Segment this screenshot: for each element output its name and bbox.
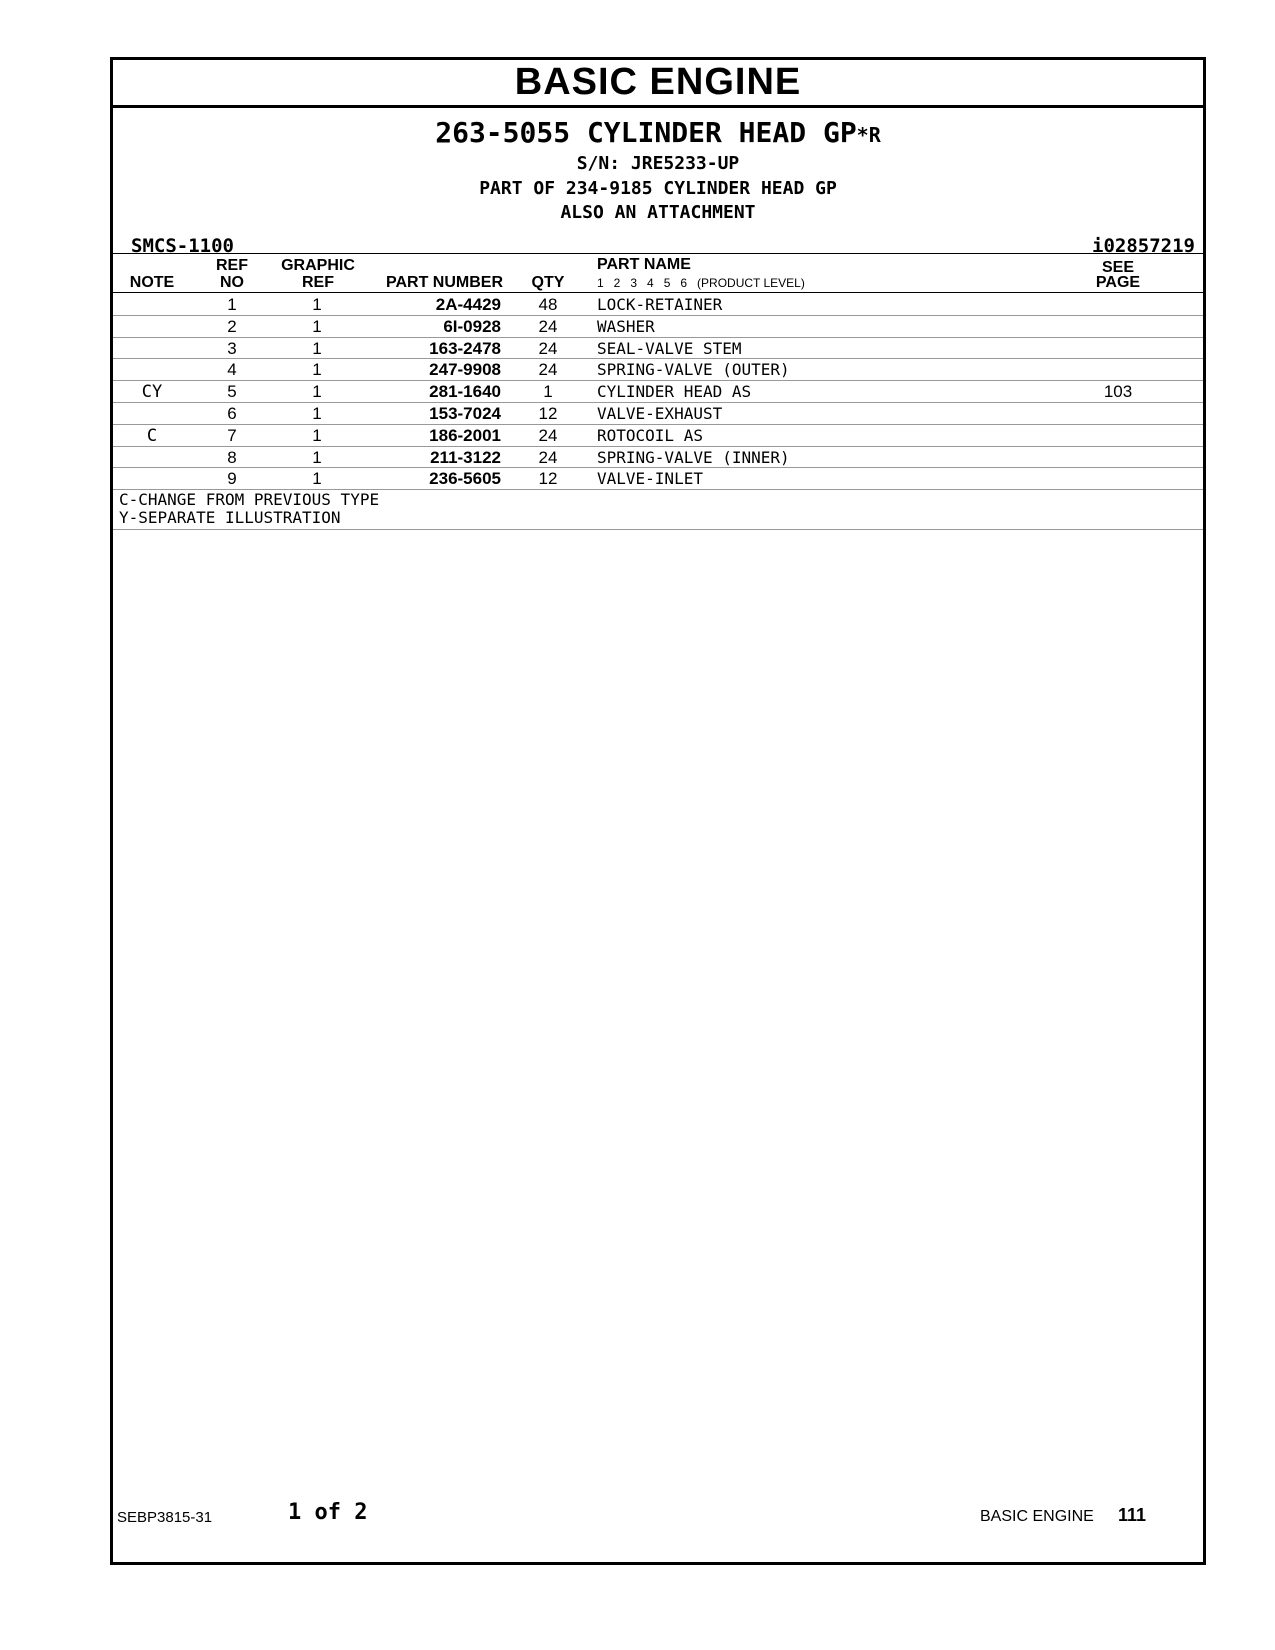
graphic-ref-cell: 1 xyxy=(312,469,322,489)
part-name-cell: VALVE-INLET xyxy=(597,469,703,489)
graphic-ref-cell: 1 xyxy=(312,295,322,314)
col-note: NOTE xyxy=(129,274,175,291)
qty-cell: 48 xyxy=(538,295,558,314)
graphic-ref-cell: 1 xyxy=(312,447,322,467)
part-number-cell: 6I-0928 xyxy=(443,316,501,336)
graphic-ref-cell: 1 xyxy=(312,360,322,380)
col-graphic-ref-1: GRAPHIC xyxy=(281,257,355,274)
group-title xyxy=(113,116,1203,149)
footer-document-number: SEBP3815-31 xyxy=(117,1509,213,1526)
col-see-page-1: SEE xyxy=(1101,259,1134,276)
qty-cell: 24 xyxy=(538,316,558,336)
col-part-name: PART NAME xyxy=(597,256,691,273)
ref-no-cell: 1 xyxy=(227,295,237,314)
part-name-cell: ROTOCOIL AS xyxy=(597,425,703,445)
ref-no-cell: 2 xyxy=(227,316,237,336)
table-row xyxy=(113,447,1203,469)
table-row xyxy=(113,316,1203,338)
group-title-text: 263-5055 CYLINDER HEAD GP xyxy=(435,116,857,149)
col-ref-no-2: NO xyxy=(220,274,244,291)
page-frame xyxy=(110,57,1206,1565)
header-bottom-rule xyxy=(113,292,1203,293)
ref-no-cell: 6 xyxy=(227,404,237,423)
part-number-cell: 153-7024 xyxy=(429,404,501,423)
see-page-cell: 103 xyxy=(1103,382,1133,402)
col-part-number: PART NUMBER xyxy=(385,274,503,291)
part-name-cell: WASHER xyxy=(597,316,655,336)
table-row xyxy=(113,425,1203,447)
note-cell: C xyxy=(146,425,158,446)
part-number-cell: 211-3122 xyxy=(430,447,501,467)
note-cell: CY xyxy=(141,382,163,403)
table-row xyxy=(113,381,1203,403)
qty-cell: 12 xyxy=(538,469,558,489)
qty-cell: 24 xyxy=(538,360,558,380)
graphic-ref-cell: 1 xyxy=(312,425,322,445)
header-top-rule xyxy=(113,253,1203,254)
part-name-cell: SEAL-VALVE STEM xyxy=(597,338,742,358)
col-ref-no-1: REF xyxy=(216,257,248,274)
qty-cell: 1 xyxy=(543,382,553,402)
ref-no-cell: 7 xyxy=(227,425,237,445)
part-number-cell: 247-9908 xyxy=(429,360,501,380)
serial-number: S/N: JRE5233-UP xyxy=(576,153,740,174)
part-name-cell: SPRING-VALVE (OUTER) xyxy=(597,360,790,380)
attachment-note: ALSO AN ATTACHMENT xyxy=(560,202,756,223)
part-number-cell: 2A-4429 xyxy=(435,295,501,314)
graphic-ref-cell: 1 xyxy=(312,404,322,423)
table-row xyxy=(113,338,1203,360)
smcs-code: SMCS-1100 xyxy=(131,235,234,257)
part-number-cell: 236-5605 xyxy=(429,469,501,489)
graphic-ref-cell: 1 xyxy=(312,316,322,336)
ref-no-cell: 9 xyxy=(227,469,237,489)
qty-cell: 24 xyxy=(538,447,558,467)
ref-no-cell: 8 xyxy=(227,447,237,467)
part-number-cell: 281-1640 xyxy=(429,382,501,402)
footer-page-of: 1 of 2 xyxy=(288,1500,368,1525)
part-name-cell: LOCK-RETAINER xyxy=(597,295,723,314)
note-line: C-CHANGE FROM PREVIOUS TYPE xyxy=(119,490,380,510)
col-product-level: 1 2 3 4 5 6 (PRODUCT LEVEL) xyxy=(597,276,805,290)
part-name-cell: SPRING-VALVE (INNER) xyxy=(597,447,790,467)
col-graphic-ref-2: REF xyxy=(302,274,334,291)
notes-bottom-rule xyxy=(113,529,1203,530)
ref-no-cell: 3 xyxy=(227,338,237,358)
col-qty: QTY xyxy=(531,274,565,291)
part-number-cell: 163-2478 xyxy=(429,338,501,358)
document-id: i02857219 xyxy=(1092,235,1195,257)
part-of: PART OF 234-9185 CYLINDER HEAD GP xyxy=(479,178,837,199)
note-line: Y-SEPARATE ILLUSTRATION xyxy=(119,508,341,528)
graphic-ref-cell: 1 xyxy=(312,382,322,402)
graphic-ref-cell: 1 xyxy=(312,338,322,358)
table-row xyxy=(113,468,1203,490)
footer-page-number: 111 xyxy=(1118,1505,1147,1525)
part-name-cell: CYLINDER HEAD AS xyxy=(597,382,752,402)
notes-legend xyxy=(119,491,379,527)
table-row xyxy=(113,294,1203,316)
part-name-cell: VALVE-EXHAUST xyxy=(597,404,723,423)
footer-section: BASIC ENGINE xyxy=(980,1508,1094,1525)
ref-no-cell: 4 xyxy=(227,360,237,380)
qty-cell: 24 xyxy=(538,338,558,358)
group-title-suffix: *R xyxy=(856,123,881,147)
part-number-cell: 186-2001 xyxy=(429,425,501,445)
table-row xyxy=(113,359,1203,381)
ref-no-cell: 5 xyxy=(227,382,237,402)
qty-cell: 12 xyxy=(538,404,558,423)
qty-cell: 24 xyxy=(538,425,558,445)
col-see-page-2: PAGE xyxy=(1095,274,1141,291)
section-title: BASIC ENGINE xyxy=(113,60,1203,108)
table-row xyxy=(113,403,1203,425)
